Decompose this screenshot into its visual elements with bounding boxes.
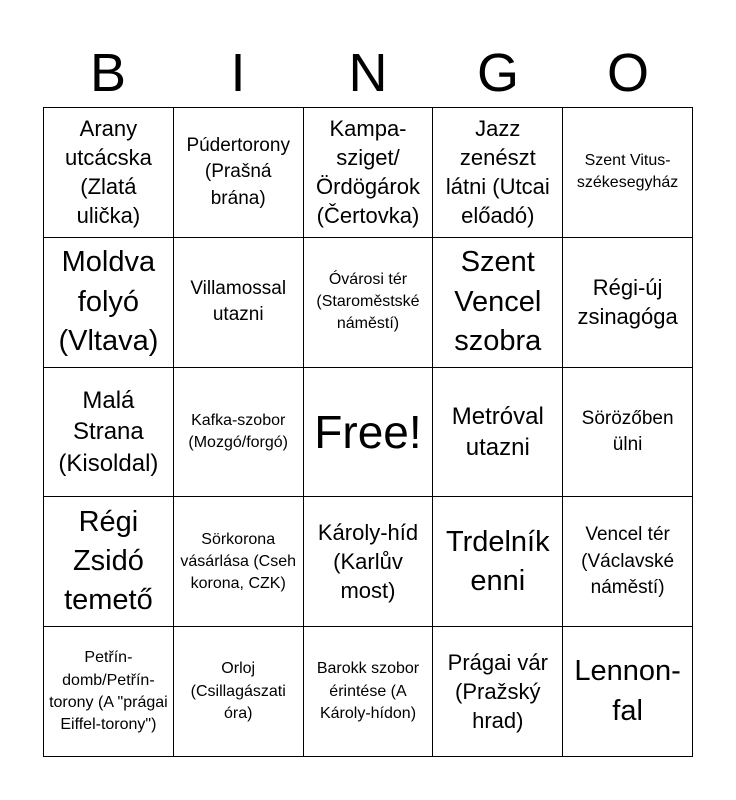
bingo-cell[interactable]: [304, 627, 434, 757]
bingo-cell-text: Moldva folyó (Vltava): [58, 246, 159, 357]
bingo-cell[interactable]: [174, 238, 304, 368]
bingo-cell[interactable]: [433, 368, 563, 498]
bingo-cell[interactable]: [563, 238, 693, 368]
bingo-cell[interactable]: [433, 627, 563, 757]
bingo-cell-text: Károly-híd (Karlův most): [317, 520, 419, 604]
bingo-cell-text: Lennon-fal: [574, 655, 681, 727]
title-letter-n: N: [348, 43, 388, 103]
bingo-cell-text: Szent Vitus-székesegyház: [576, 152, 679, 192]
bingo-cell-text: Régi-új zsinagóga: [577, 275, 678, 330]
bingo-cell[interactable]: [44, 238, 174, 368]
bingo-cell[interactable]: [433, 238, 563, 368]
free-space-label: Free!: [314, 405, 422, 458]
bingo-cell[interactable]: [44, 627, 174, 757]
bingo-title: [43, 38, 693, 108]
bingo-cell-text: Szent Vencel szobra: [454, 246, 542, 357]
bingo-cell[interactable]: [174, 368, 304, 498]
bingo-cell-text: Barokk szobor érintése (A Károly-hídon): [316, 660, 420, 722]
bingo-cell-text: Arany utcácska (Zlatá ulička): [64, 116, 152, 229]
bingo-cell[interactable]: [174, 497, 304, 627]
bingo-cell-text: Metróval utazni: [451, 402, 544, 461]
title-letter-g: G: [476, 43, 519, 103]
bingo-cell[interactable]: [304, 497, 434, 627]
bingo-cell[interactable]: [44, 497, 174, 627]
bingo-cell-text: Régi Zsidó temető: [64, 506, 153, 617]
bingo-cell-text: Kafka-szobor (Mozgó/forgó): [188, 411, 288, 451]
bingo-cell[interactable]: [174, 627, 304, 757]
bingo-cell[interactable]: [174, 108, 304, 238]
bingo-free-cell[interactable]: [304, 368, 434, 498]
bingo-cell[interactable]: [433, 108, 563, 238]
bingo-cell[interactable]: [433, 497, 563, 627]
bingo-cell[interactable]: [563, 627, 693, 757]
bingo-cell-text: Sörkorona vásárlása (Cseh korona, CZK): [180, 530, 296, 592]
bingo-cell[interactable]: [44, 368, 174, 498]
bingo-cell-text: Prágai vár (Pražský hrad): [447, 650, 548, 734]
bingo-cell[interactable]: [44, 108, 174, 238]
bingo-cell[interactable]: [304, 108, 434, 238]
bingo-cell[interactable]: [563, 108, 693, 238]
title-letter-b: B: [89, 43, 127, 103]
bingo-cell[interactable]: [304, 238, 434, 368]
title-letter-i: I: [230, 43, 246, 103]
bingo-cell-text: Trdelník enni: [445, 525, 550, 597]
bingo-card-grid: [43, 107, 693, 757]
bingo-cell-text: Óvárosi tér (Staroměstské náměstí): [316, 271, 420, 333]
bingo-cell-text: Orloj (Csillagászati óra): [190, 660, 286, 722]
bingo-cell[interactable]: [563, 368, 693, 498]
bingo-cell-text: Kampa-sziget/ Ördögárok (Čertovka): [316, 116, 420, 229]
title-letter-o: O: [606, 43, 649, 103]
bingo-cell-text: Petřín-domb/Petřín-torony (A "prágai Eiffel-torony"): [49, 649, 168, 733]
bingo-cell-text: Púdertorony (Prašná brána): [186, 135, 290, 209]
bingo-cell-text: Jazz zenészt látni (Utcai előadó): [445, 116, 550, 229]
bingo-cell-text: Vencel tér (Václavské náměstí): [581, 524, 675, 598]
bingo-cell-text: Malá Strana (Kisoldal): [58, 387, 159, 477]
bingo-cell-text: Sörözőben ülni: [581, 407, 674, 455]
bingo-cell[interactable]: [563, 497, 693, 627]
bingo-cell-text: Villamossal utazni: [190, 277, 287, 326]
